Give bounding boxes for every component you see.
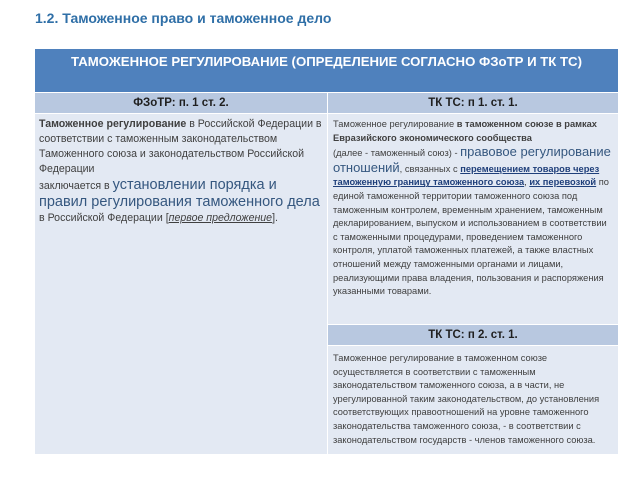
column-header-tkts-1: ТК ТС: п 1. ст. 1. bbox=[328, 93, 619, 114]
right-text-5: перемещением товаров через таможенную границу таможенного союза bbox=[333, 163, 600, 188]
right-text-8: по единой таможенной территории таможенного союза под таможенным контролем, временным хранением, таможенным декларированием, выпуском и использованием в соответствии с таможенными процедурами, проведением таможенного контроля, уплатой таможенных платежей, а также властных отношений между таможенными органами и лицами, реализующими права владения, пользования и распоряжения указанными товарами. bbox=[333, 177, 609, 297]
right-text-7: их перевозкой bbox=[529, 177, 597, 188]
fzotr-definition-cell bbox=[35, 114, 328, 455]
column-header-tkts-2: ТК ТС: п 2. ст. 1. bbox=[328, 325, 619, 346]
table-header: ТАМОЖЕННОЕ РЕГУЛИРОВАНИЕ (ОПРЕДЕЛЕНИЕ СОГЛАСНО ФЗоТР И ТК ТС) bbox=[35, 49, 619, 93]
right-emphasis: правовое регулирование отношений bbox=[333, 144, 611, 175]
right-text-1: Таможенное регулирование bbox=[333, 119, 457, 129]
term-customs-regulation: Таможенное регулирование bbox=[39, 118, 187, 130]
left-text-4: ]. bbox=[272, 212, 278, 224]
right-text-4: , связанных с bbox=[399, 163, 461, 174]
right-text-2: в таможенном союзе в рамках Евразийского экономического сообщества bbox=[333, 119, 597, 143]
left-text-1: в Российской Федерации в соответствии с таможенным законодательством Таможенного союза и законодательством Российской Федерации bbox=[39, 118, 322, 175]
right-text-6: , bbox=[524, 177, 530, 188]
column-header-fzotr: ФЗоТР: п. 1 ст. 2. bbox=[35, 93, 328, 114]
definition-table bbox=[34, 48, 619, 455]
left-text-3: в Российской Федерации [ bbox=[39, 212, 169, 224]
tkts-definition-cell bbox=[328, 114, 619, 325]
left-text-2: заключается в bbox=[39, 180, 113, 192]
left-emphasis: установлении порядка и правил регулирования таможенного дела bbox=[39, 177, 320, 210]
tkts-clause2-cell: Таможенное регулирование в таможенном союзе осуществляется в соответствии с таможенным законодательством таможенного союза, а в части, не урегулированной таким законодательством, до установления соответствующих правоотношений на уровне таможенного законодательства таможенного союза, - в соответствии с законодательством государств - членов таможенного союза. bbox=[328, 346, 619, 455]
page-title: 1.2. Таможенное право и таможенное дело bbox=[35, 10, 332, 26]
left-italic-note: первое предложение bbox=[168, 212, 273, 224]
right-text-3: (далее - таможенный союз) - bbox=[333, 148, 461, 159]
